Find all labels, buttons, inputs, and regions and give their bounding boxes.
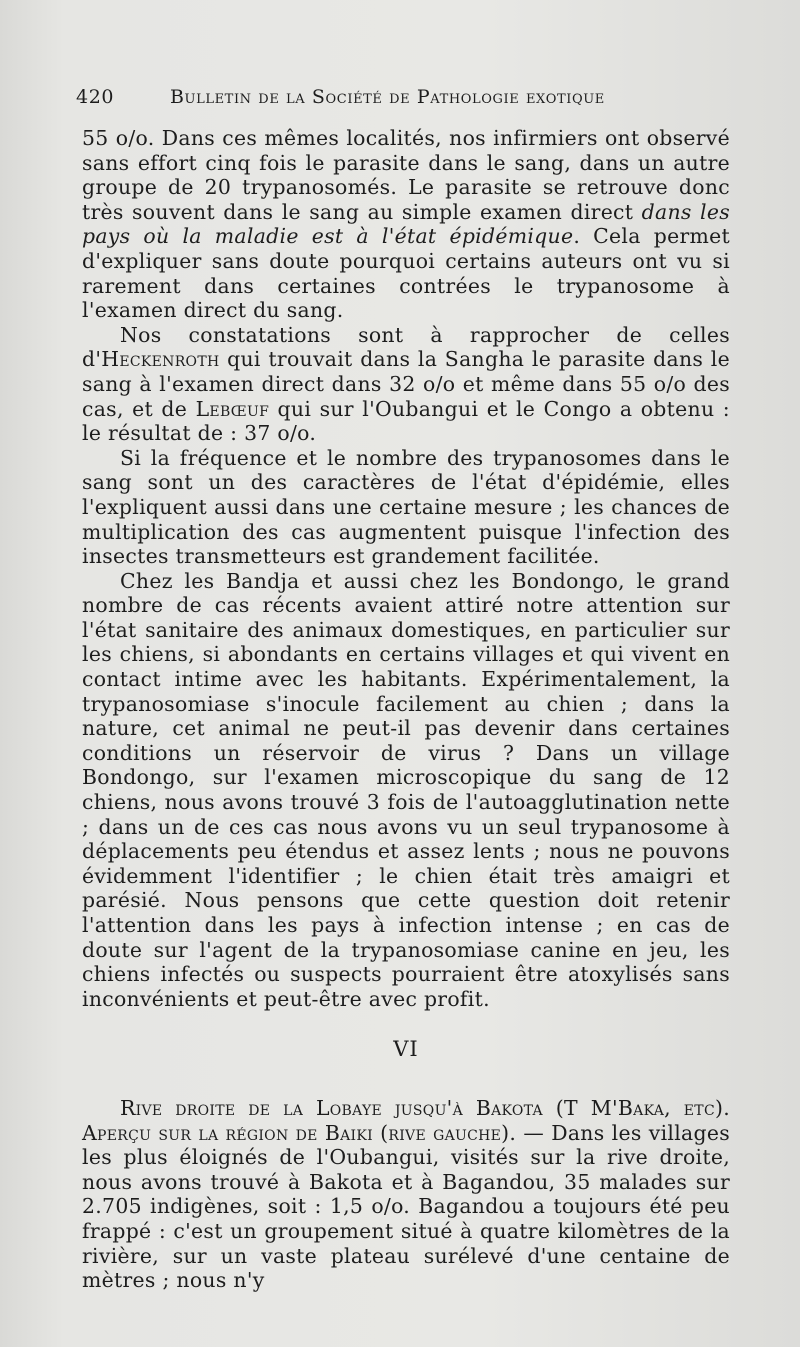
paragraph-4: Chez les Bandja et aussi chez les Bondongo, le grand nombre de cas récents avaient attiré notre attention sur l'état sanitaire des animaux domestiques, en particulier sur les chiens, si abondants en certains villages et qui vivent en contact intime avec les habitants. Expérimentalement, la trypanosomiase s'inocule facilement au chien ; dans la nature, cet animal ne peut-il pas devenir dans certaines conditions un réservoir de virus ? Dans un village Bondongo, sur l'examen microscopique du sang de 12 chiens, nous avons trouvé 3 fois de l'autoagglutination nette ; dans un de ces cas nous avons vu un seul trypanosome à déplacements peu étendus et assez lents ; nous ne pouvons évidemment l'identifier ; le chien était très amaigri et parésié. Nous pensons que cette question doit retenir l'attention dans les pays à infection intense ; en cas de doute sur l'agent de la trypanosomiase canine en jeu, les chiens infectés ou suspects pourraient être atoxylisés sans inconvénients et peut-être avec profit. — [82, 568, 730, 1011]
section-title: Rive droite de la Lobaye jusqu'à Bakota (T M'Baka, etc). — [120, 1095, 730, 1120]
section-number: VI — [393, 1037, 419, 1062]
paragraph-3: Si la fréquence et le nombre des trypanosomes dans le sang sont un des caractères de l'état d'épidémie, elles l'expliquent aussi dans une certaine mesure ; les chances de multiplication des cas augmentent puisque l'infection des insectes transmetteurs est grandement facilitée. — [82, 445, 730, 569]
section-dash: — — [516, 1120, 552, 1145]
author-name-heckenroth: Heckenroth — [101, 347, 220, 372]
running-title: Bulletin de la Société de Pathologie exotique — [170, 86, 605, 108]
paragraph-1-text-b: . Cela permet d'expliquer sans doute pourquoi certains auteurs ont vu si rarement dans certaines contrées le trypanosome à l'examen direct du sang. — [82, 224, 730, 323]
paragraph-2-text-a: Nos constatations sont à rapprocher de celles d' — [82, 322, 730, 372]
author-name-leboeuf: Lebœuf — [195, 396, 270, 421]
paragraph-2-text-b: qui trouvait dans la Sangha le parasite dans le sang à l'examen direct dans 32 o/o et même dans 55 o/o des cas, et de — [82, 347, 730, 421]
paragraph-1-text-a: 55 o/o. Dans ces mêmes localités, nos infirmiers ont observé sans effort cinq fois le parasite dans le sang, dans un autre groupe de 20 trypanosomés. Le parasite se retrouve donc très souvent dans le sang au simple examen direct — [82, 126, 730, 224]
paragraph-1 — [82, 126, 730, 323]
paragraph-2 — [82, 323, 730, 446]
section-text: Dans les villages les plus éloignés de l'Oubangui, visités sur la rive droite, nous avons trouvé à Bakota et à Bagandou, 35 malades sur 2.705 indigènes, soit : 1,5 o/o. Bagandou a toujours été peu frappé : c'est un groupement situé à quatre kilomètres de la rivière, sur un vaste plateau surélevé d'une centaine de mètres ; nous n'y — [82, 1120, 730, 1293]
page-number: 420 — [76, 86, 115, 108]
body-text — [82, 126, 730, 1293]
paragraph-2-text-c: qui sur l'Oubangui et le Congo a obtenu : le résultat de : 37 o/o. — [82, 396, 730, 446]
paragraph-1-emphasis: dans les pays où la maladie est à l'état épidémique — [82, 199, 730, 249]
section-subtitle: Aperçu sur la région de Baiki (rive gauche). — [82, 1120, 517, 1145]
section-paragraph — [82, 1096, 730, 1293]
